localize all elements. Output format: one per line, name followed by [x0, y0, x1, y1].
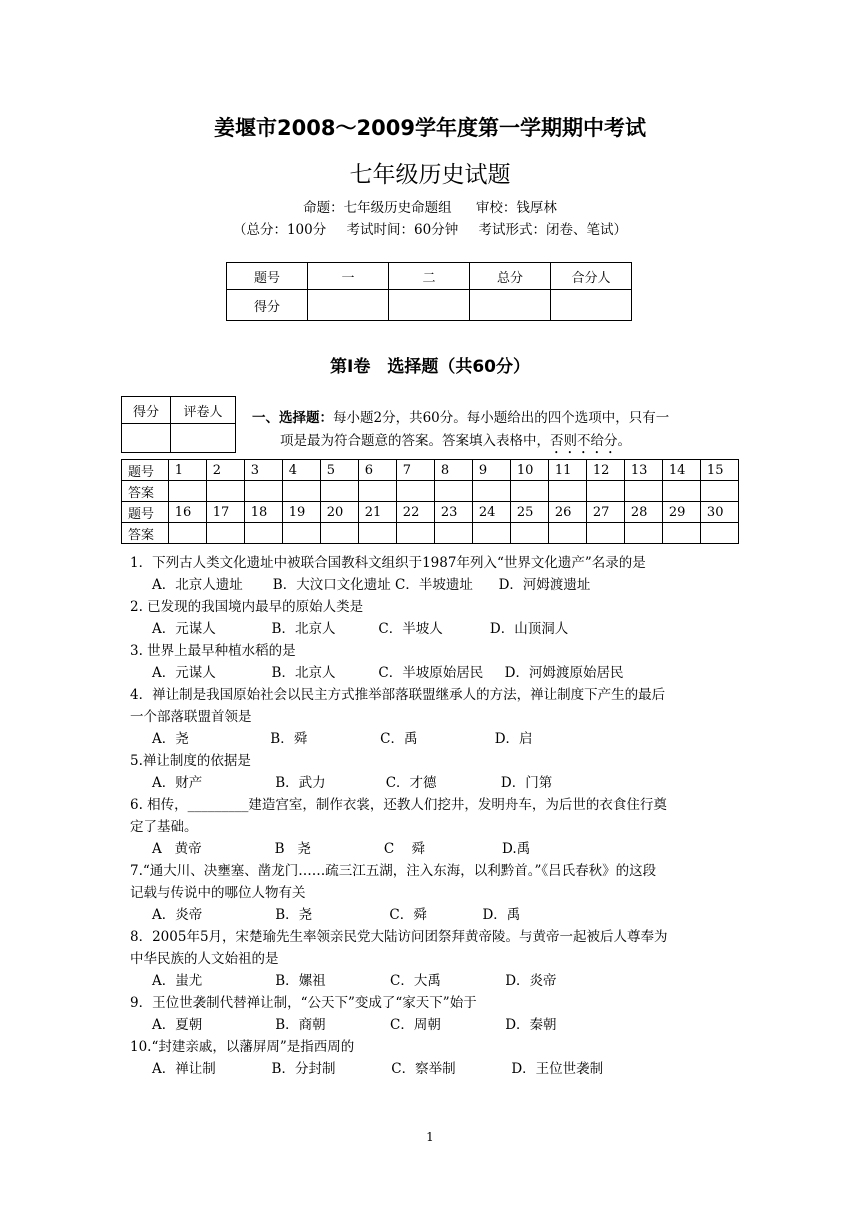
question-stem: 9．王位世袭制代替禅让制，“公天下”变成了“家天下”始于: [130, 995, 477, 1011]
question-stem: 8．2005年5月，宋楚瑜先生率领亲民党大陆访问团祭拜黄帝陵。与黄帝一起被后人尊奉为: [130, 929, 668, 945]
answer-number-cell: 5: [320, 460, 358, 481]
question-stem: 中华民族的人文始祖的是: [130, 951, 279, 967]
instr-end: 。: [617, 433, 631, 449]
answer-blank-cell[interactable]: [320, 481, 358, 502]
answer-number-cell: 9: [472, 460, 510, 481]
reviewer: 审校：钱厚林: [475, 200, 557, 216]
credits: [0, 196, 860, 216]
grader-blank-cell[interactable]: [171, 424, 236, 453]
answer-blank-cell[interactable]: [624, 523, 662, 544]
author: 命题：七年级历史命题组: [303, 200, 452, 216]
question-options: A．夏朝 B．商朝 C．周朝 D．秦朝: [152, 1017, 557, 1033]
score-header-cell: 一: [308, 263, 389, 290]
answer-number-cell: 26: [548, 502, 586, 523]
answer-blank-cell[interactable]: [320, 523, 358, 544]
answer-number-cell: 12: [586, 460, 624, 481]
answer-number-cell: 22: [396, 502, 434, 523]
question-options: A．尧 B．舜 C．禹 D．启: [152, 731, 533, 747]
instr-line-2: [252, 430, 742, 457]
total-score: （总分：100分: [232, 222, 327, 238]
question-stem: 1．下列古人类文化遗址中被联合国教科文组织于1987年列入“世界文化遗产”名录的是: [130, 555, 646, 571]
answer-blank-cell[interactable]: [662, 523, 700, 544]
answer-blank-cell[interactable]: [586, 523, 624, 544]
score-header-cell: 题号: [227, 263, 308, 290]
question-item: [130, 992, 740, 1036]
answer-number-cell: 21: [358, 502, 396, 523]
question-item: [130, 794, 740, 860]
instr-emphasis: 否则不给分: [550, 433, 618, 449]
answer-row-label: 题号: [122, 460, 169, 481]
question-options: A．禅让制 B．分封制 C．察举制 D．王位世袭制: [152, 1061, 604, 1077]
answer-blank-cell[interactable]: [168, 523, 206, 544]
question-item: [130, 596, 740, 640]
answer-number-cell: 14: [662, 460, 700, 481]
answer-blank-cell[interactable]: [700, 481, 738, 502]
exam-subtitle: 七年级历史试题: [349, 162, 511, 188]
score-header-cell: 二: [389, 263, 470, 290]
question-stem: 4．禅让制是我国原始社会以民主方式推举部落联盟继承人的方法，禅让制度下产生的最后: [130, 687, 666, 703]
instr-text-2: 项是最为符合题意的答案。答案填入表格中，: [280, 433, 550, 449]
score-blank-cell[interactable]: [308, 290, 389, 321]
score-table: [226, 262, 632, 321]
answer-number-cell: 27: [586, 502, 624, 523]
instr-label: 一、选择题：: [252, 410, 333, 426]
page-number: 1: [426, 1130, 434, 1144]
instructions: [252, 407, 742, 457]
answer-blank-cell[interactable]: [586, 481, 624, 502]
question-stem: 定了基础。: [130, 819, 198, 835]
grader-header-grader: 评卷人: [171, 397, 236, 424]
answer-number-cell: 3: [244, 460, 282, 481]
answer-blank-cell[interactable]: [472, 523, 510, 544]
exam-meta: [0, 218, 860, 238]
answer-blank-cell[interactable]: [244, 523, 282, 544]
answer-blank-cell[interactable]: [700, 523, 738, 544]
answer-blank-cell[interactable]: [624, 481, 662, 502]
answer-blank-cell[interactable]: [548, 523, 586, 544]
answer-row-label: 题号: [122, 502, 169, 523]
question-item: [130, 1036, 740, 1080]
exam-time: 考试时间：60分钟: [346, 222, 459, 238]
question-stem: 5.禅让制度的依据是: [130, 753, 251, 769]
question-stem: 2. 已发现的我国境内最早的原始人类是: [130, 599, 364, 615]
answer-number-cell: 23: [434, 502, 472, 523]
answer-number-cell: 18: [244, 502, 282, 523]
answer-row-label: 答案: [122, 481, 169, 502]
answer-number-cell: 28: [624, 502, 662, 523]
answer-number-cell: 10: [510, 460, 548, 481]
question-stem: 7.“通大川、决壅塞、凿龙门……疏三江五湖，注入东海，以利黔首。”《吕氏春秋》的这段: [130, 863, 657, 879]
score-blank-cell[interactable]: [470, 290, 551, 321]
question-options: A．北京人遗址 B．大汶口文化遗址 C．半坡遗址 D．河姆渡遗址: [152, 577, 591, 593]
question-stem: 一个部落联盟首领是: [130, 709, 252, 725]
question-item: [130, 750, 740, 794]
answer-number-cell: 24: [472, 502, 510, 523]
grader-blank-cell[interactable]: [122, 424, 171, 453]
answer-blank-cell[interactable]: [358, 523, 396, 544]
answer-blank-cell[interactable]: [396, 523, 434, 544]
answer-number-cell: 8: [434, 460, 472, 481]
answer-blank-cell[interactable]: [548, 481, 586, 502]
question-options: A．炎帝 B．尧 C．舜 D．禹: [152, 907, 521, 923]
answer-blank-cell[interactable]: [206, 481, 244, 502]
score-blank-cell[interactable]: [551, 290, 632, 321]
answer-number-cell: 15: [700, 460, 738, 481]
instr-line-1: [252, 410, 669, 426]
answer-row-label: 答案: [122, 523, 169, 544]
score-header-cell: 总分: [470, 263, 551, 290]
answer-number-cell: 6: [358, 460, 396, 481]
answer-blank-cell[interactable]: [662, 481, 700, 502]
answer-blank-cell[interactable]: [472, 481, 510, 502]
question-item: [130, 926, 740, 992]
answer-number-cell: 16: [168, 502, 206, 523]
question-stem: 10.“封建亲戚，以藩屏周”是指西周的: [130, 1039, 355, 1055]
answer-number-cell: 13: [624, 460, 662, 481]
answer-number-cell: 30: [700, 502, 738, 523]
question-options: A．元谋人 B．北京人 C．半坡人 D．山顶洞人: [152, 621, 569, 637]
exam-title: 姜堰市2008～2009学年度第一学期期中考试: [214, 116, 646, 140]
answer-blank-cell[interactable]: [282, 523, 320, 544]
question-item: [130, 552, 740, 596]
question-stem: 6. 相传，_________建造宫室，制作衣裳，还教人们挖井，发明舟车，为后世的衣食住行奠: [130, 797, 667, 813]
answer-number-cell: 1: [168, 460, 206, 481]
answer-number-cell: 29: [662, 502, 700, 523]
question-stem: 记载与传说中的哪位人物有关: [130, 885, 306, 901]
score-blank-cell[interactable]: [389, 290, 470, 321]
answer-blank-cell[interactable]: [282, 481, 320, 502]
answer-number-cell: 11: [548, 460, 586, 481]
question-options: A 黄帝 B 尧 C 舜 D.禹: [152, 841, 531, 857]
score-row-label: 得分: [227, 290, 308, 321]
question-item: [130, 640, 740, 684]
answer-blank-cell[interactable]: [168, 481, 206, 502]
answer-blank-cell[interactable]: [358, 481, 396, 502]
answer-number-cell: 25: [510, 502, 548, 523]
answer-number-cell: 20: [320, 502, 358, 523]
answer-number-cell: 2: [206, 460, 244, 481]
question-item: [130, 860, 740, 926]
answer-blank-cell[interactable]: [206, 523, 244, 544]
answer-blank-cell[interactable]: [434, 523, 472, 544]
instr-text-1: 每小题2分，共60分。每小题给出的四个选项中，只有一: [333, 410, 670, 426]
answer-blank-cell[interactable]: [510, 523, 548, 544]
section-title: 第Ⅰ卷 选择题（共60分）: [330, 357, 530, 377]
answer-blank-cell[interactable]: [396, 481, 434, 502]
answer-number-cell: 17: [206, 502, 244, 523]
answer-blank-cell[interactable]: [244, 481, 282, 502]
question-list: [130, 552, 740, 1080]
exam-format: 考试形式：闭卷、笔试）: [478, 222, 628, 238]
question-options: A．元谋人 B．北京人 C．半坡原始居民 D．河姆渡原始居民: [152, 665, 624, 681]
question-options: A．蚩尤 B．嫘祖 C．大禹 D．炎帝: [152, 973, 557, 989]
answer-number-cell: 19: [282, 502, 320, 523]
question-stem: 3. 世界上最早种植水稻的是: [130, 643, 296, 659]
grader-header-score: 得分: [122, 397, 171, 424]
question-options: A．财产 B．武力 C．才德 D．门第: [152, 775, 553, 791]
answer-number-cell: 4: [282, 460, 320, 481]
answer-blank-cell[interactable]: [434, 481, 472, 502]
grader-table: [121, 396, 236, 453]
answer-number-cell: 7: [396, 460, 434, 481]
question-item: [130, 684, 740, 750]
score-header-cell: 合分人: [551, 263, 632, 290]
answer-table: [121, 459, 739, 544]
answer-blank-cell[interactable]: [510, 481, 548, 502]
